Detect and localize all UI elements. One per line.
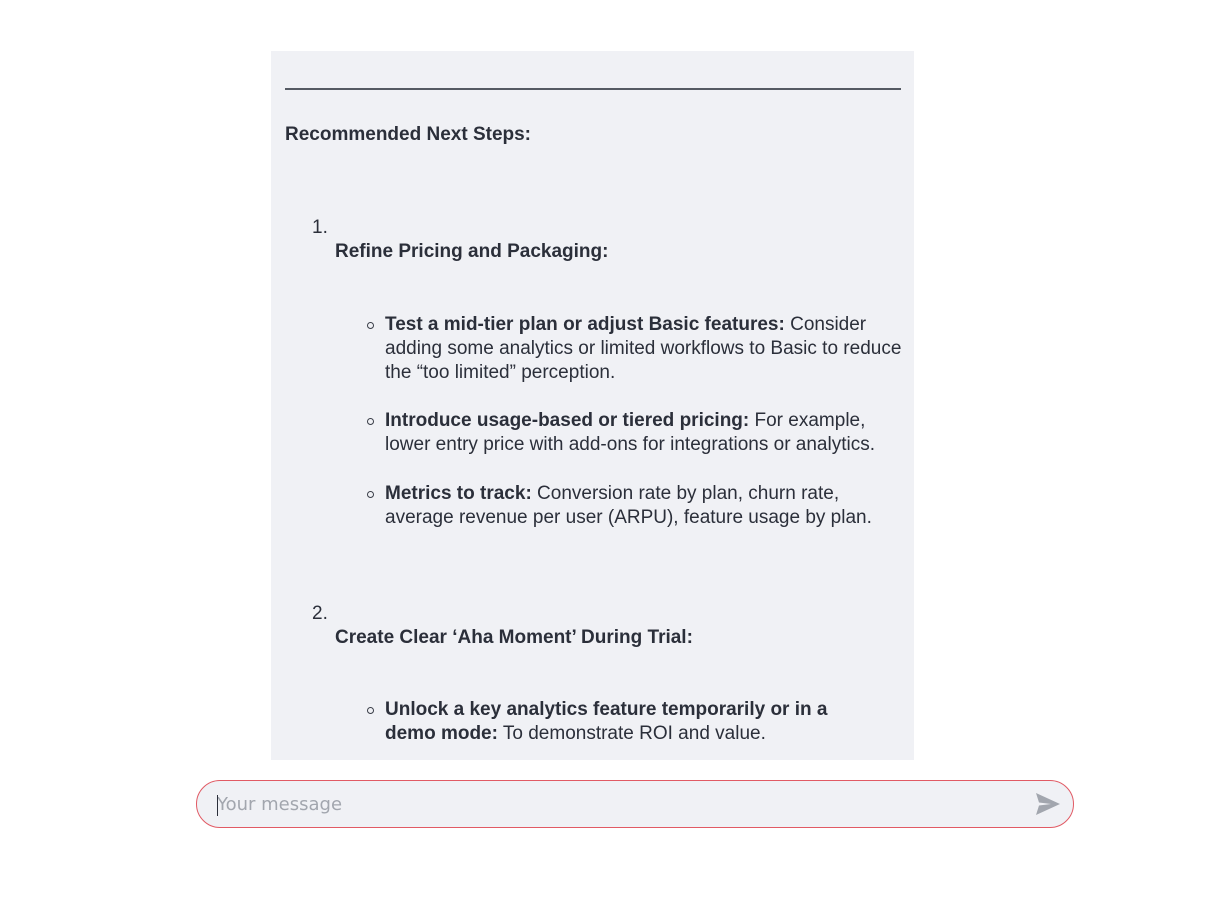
list-item-body: To demonstrate ROI and value. (497, 723, 766, 744)
step-title: Refine Pricing and Packaging: (335, 241, 609, 262)
hollow-circle-bullet-icon (367, 491, 374, 498)
list-item-body: For example, lower entry price with add-ons for integrations or analytics. (385, 410, 876, 455)
text-caret (217, 795, 218, 816)
list-item-body: Consider adding some analytics or limited workflows to Basic to reduce the “too limited” perception. (385, 314, 902, 383)
list-item-bold: Metrics to track: (385, 483, 532, 504)
horizontal-divider (285, 88, 901, 90)
list-item-bold: Test a mid-tier plan or adjust Basic features: (385, 314, 785, 335)
list-item-bold: Unlock a key analytics feature temporarily or in a demo mode: (385, 699, 828, 744)
hollow-circle-bullet-icon (367, 418, 374, 425)
list-item-text (385, 313, 907, 385)
hollow-circle-bullet-icon (367, 707, 374, 714)
list-item-bold: Introduce usage-based or tiered pricing: (385, 410, 750, 431)
section-heading: Recommended Next Steps: (285, 124, 532, 145)
step-title: Create Clear ‘Aha Moment’ During Trial: (335, 627, 693, 648)
list-item-body: Conversion rate by plan, churn rate, average revenue per user (ARPU), feature usage by plan. (385, 483, 872, 528)
list-item-text (385, 409, 907, 457)
hollow-circle-bullet-icon (367, 322, 374, 329)
assistant-message-panel (271, 51, 914, 760)
list-item-text (385, 482, 907, 530)
step-number: 1. (312, 217, 328, 238)
message-composer (196, 780, 1074, 828)
send-arrow-icon (1035, 792, 1061, 816)
message-input[interactable] (217, 781, 1017, 827)
list-item-text (385, 698, 865, 746)
send-button[interactable] (1035, 792, 1061, 816)
step-number: 2. (312, 603, 328, 624)
